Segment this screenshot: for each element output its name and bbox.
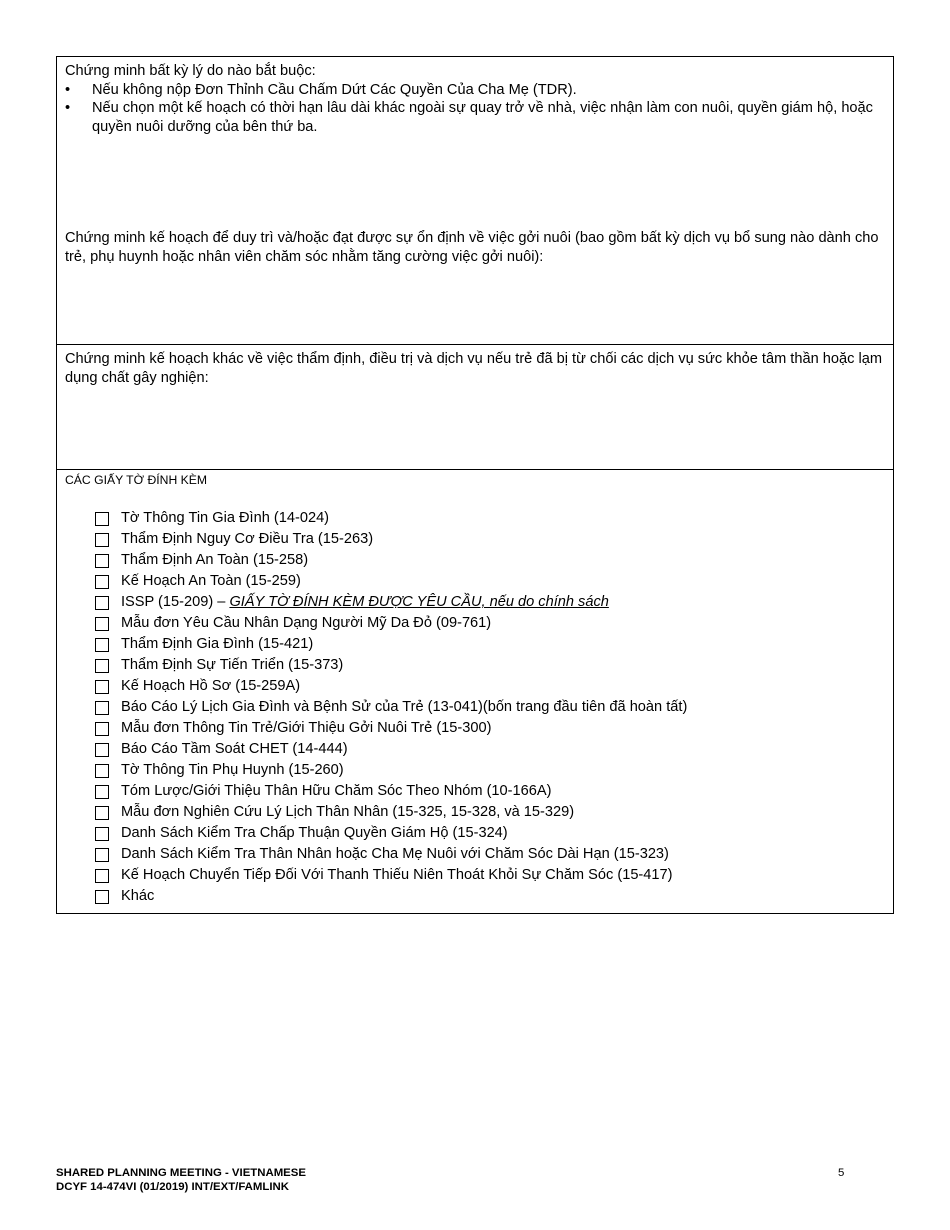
footer-form-code: DCYF 14-474VI (01/2019) INT/EXT/FAMLINK (56, 1181, 289, 1193)
required-note: GIẤY TỜ ĐÍNH KÈM ĐƯỢC YÊU CẦU, nếu do chính sách (229, 594, 609, 611)
checklist-item (95, 550, 885, 571)
checklist-item (95, 781, 885, 802)
checkbox[interactable] (95, 869, 109, 883)
checkbox[interactable] (95, 554, 109, 568)
checklist-item (95, 844, 885, 865)
checklist-item (95, 592, 885, 613)
checklist-item (95, 823, 885, 844)
justify-reasons-list (65, 81, 885, 137)
form-frame (56, 56, 894, 914)
checkbox[interactable] (95, 638, 109, 652)
checklist-label: Khác (121, 888, 155, 905)
checklist-item (95, 718, 885, 739)
checklist-item (95, 739, 885, 760)
checkbox[interactable] (95, 512, 109, 526)
checkbox[interactable] (95, 764, 109, 778)
bullet-item: • Nếu không nộp Đơn Thỉnh Cầu Chấm Dứt Các Quyền Của Cha Mẹ (TDR). (65, 81, 885, 100)
checklist-item (95, 529, 885, 550)
checkbox[interactable] (95, 575, 109, 589)
checklist-label: Thẩm Định Sự Tiến Triển (15-373) (121, 657, 344, 674)
checklist-item (95, 802, 885, 823)
checklist-label: Tờ Thông Tin Phụ Huynh (15-260) (121, 762, 344, 779)
checkbox[interactable] (95, 701, 109, 715)
checklist-label: Tóm Lược/Giới Thiệu Thân Hữu Chăm Sóc Theo Nhóm (10-166A) (121, 783, 552, 800)
checklist-label: Danh Sách Kiểm Tra Thân Nhân hoặc Cha Mẹ Nuôi với Chăm Sóc Dài Hạn (15-323) (121, 846, 669, 863)
checkbox[interactable] (95, 617, 109, 631)
attachments-checklist (65, 508, 885, 907)
checklist-label: Mẫu đơn Thông Tin Trẻ/Giới Thiệu Gởi Nuôi Trẻ (15-300) (121, 720, 492, 737)
checklist-item (95, 634, 885, 655)
form-footer (56, 1166, 306, 1194)
checklist-label: Danh Sách Kiểm Tra Chấp Thuận Quyền Giám Hộ (15-324) (121, 825, 508, 842)
checkbox[interactable] (95, 743, 109, 757)
checkbox[interactable] (95, 827, 109, 841)
bullet-item: • Nếu chọn một kế hoạch có thời hạn lâu dài khác ngoài sự quay trở về nhà, việc nhận làm con nuôi, quyền giám hộ, hoặc quyền nuôi dưỡng của bên thứ ba. (65, 99, 885, 136)
checkbox[interactable] (95, 659, 109, 673)
checkbox[interactable] (95, 890, 109, 904)
checklist-item (95, 655, 885, 676)
checklist-label: Mẫu đơn Yêu Cầu Nhân Dạng Người Mỹ Da Đỏ (09-761) (121, 615, 492, 632)
attachments-section (57, 470, 893, 913)
checklist-item (95, 865, 885, 886)
checklist-item (95, 760, 885, 781)
justify-reasons-heading: Chứng minh bất kỳ lý do nào bắt buộc: (65, 63, 316, 79)
checklist-item (95, 613, 885, 634)
page-number: 5 (838, 1167, 845, 1179)
checklist-label: Thẩm Định An Toàn (15-258) (121, 552, 309, 569)
checkbox[interactable] (95, 680, 109, 694)
checklist-item (95, 676, 885, 697)
footer-form-title: SHARED PLANNING MEETING - VIETNAMESE (56, 1167, 306, 1179)
justify-reasons-section (57, 57, 893, 224)
checklist-label: ISSP (15-209) – (121, 594, 230, 611)
checklist-item (95, 697, 885, 718)
checkbox[interactable] (95, 533, 109, 547)
checklist-label: Báo Cáo Lý Lịch Gia Đình và Bệnh Sử của Trẻ (13-041)(bốn trang đầu tiên đã hoàn tất) (121, 699, 688, 716)
checkbox[interactable] (95, 806, 109, 820)
checklist-label: Kế Hoạch Hồ Sơ (15-259A) (121, 678, 301, 695)
alternative-plan-prompt: Chứng minh kế hoạch khác về việc thẩm định, điều trị và dịch vụ nếu trẻ đã bị từ chối các dịch vụ sức khỏe tâm thần hoặc lạm dụng chất gây nghiện: (65, 351, 882, 386)
checklist-label: Báo Cáo Tầm Soát CHET (14-444) (121, 741, 348, 758)
checklist-label: Mẫu đơn Nghiên Cứu Lý Lịch Thân Nhân (15-325, 15-328, và 15-329) (121, 804, 575, 821)
checkbox[interactable] (95, 596, 109, 610)
placement-stability-prompt: Chứng minh kế hoạch để duy trì và/hoặc đạt được sự ổn định về việc gởi nuôi (bao gồm bất kỳ dịch vụ bổ sung nào dành cho trẻ, phụ huynh hoặc nhân viên chăm sóc nhằm tăng cường việc gởi nuôi): (65, 230, 879, 265)
checklist-item (95, 571, 885, 592)
checkbox[interactable] (95, 722, 109, 736)
checkbox[interactable] (95, 848, 109, 862)
checklist-label: Thẩm Định Gia Đình (15-421) (121, 636, 314, 653)
checklist-item (95, 886, 885, 907)
attachments-title: CÁC GIẤY TỜ ĐÍNH KÈM (65, 473, 208, 487)
placement-stability-section[interactable] (57, 224, 893, 345)
checklist-label: Kế Hoạch An Toàn (15-259) (121, 573, 301, 590)
checklist-label: Kế Hoạch Chuyển Tiếp Đối Với Thanh Thiếu Niên Thoát Khỏi Sự Chăm Sóc (15-417) (121, 867, 673, 884)
checkbox[interactable] (95, 785, 109, 799)
checklist-item (95, 508, 885, 529)
alternative-plan-section[interactable] (57, 345, 893, 470)
checklist-label: Thẩm Định Nguy Cơ Điều Tra (15-263) (121, 531, 374, 548)
checklist-label: Tờ Thông Tin Gia Đình (14-024) (121, 510, 330, 527)
